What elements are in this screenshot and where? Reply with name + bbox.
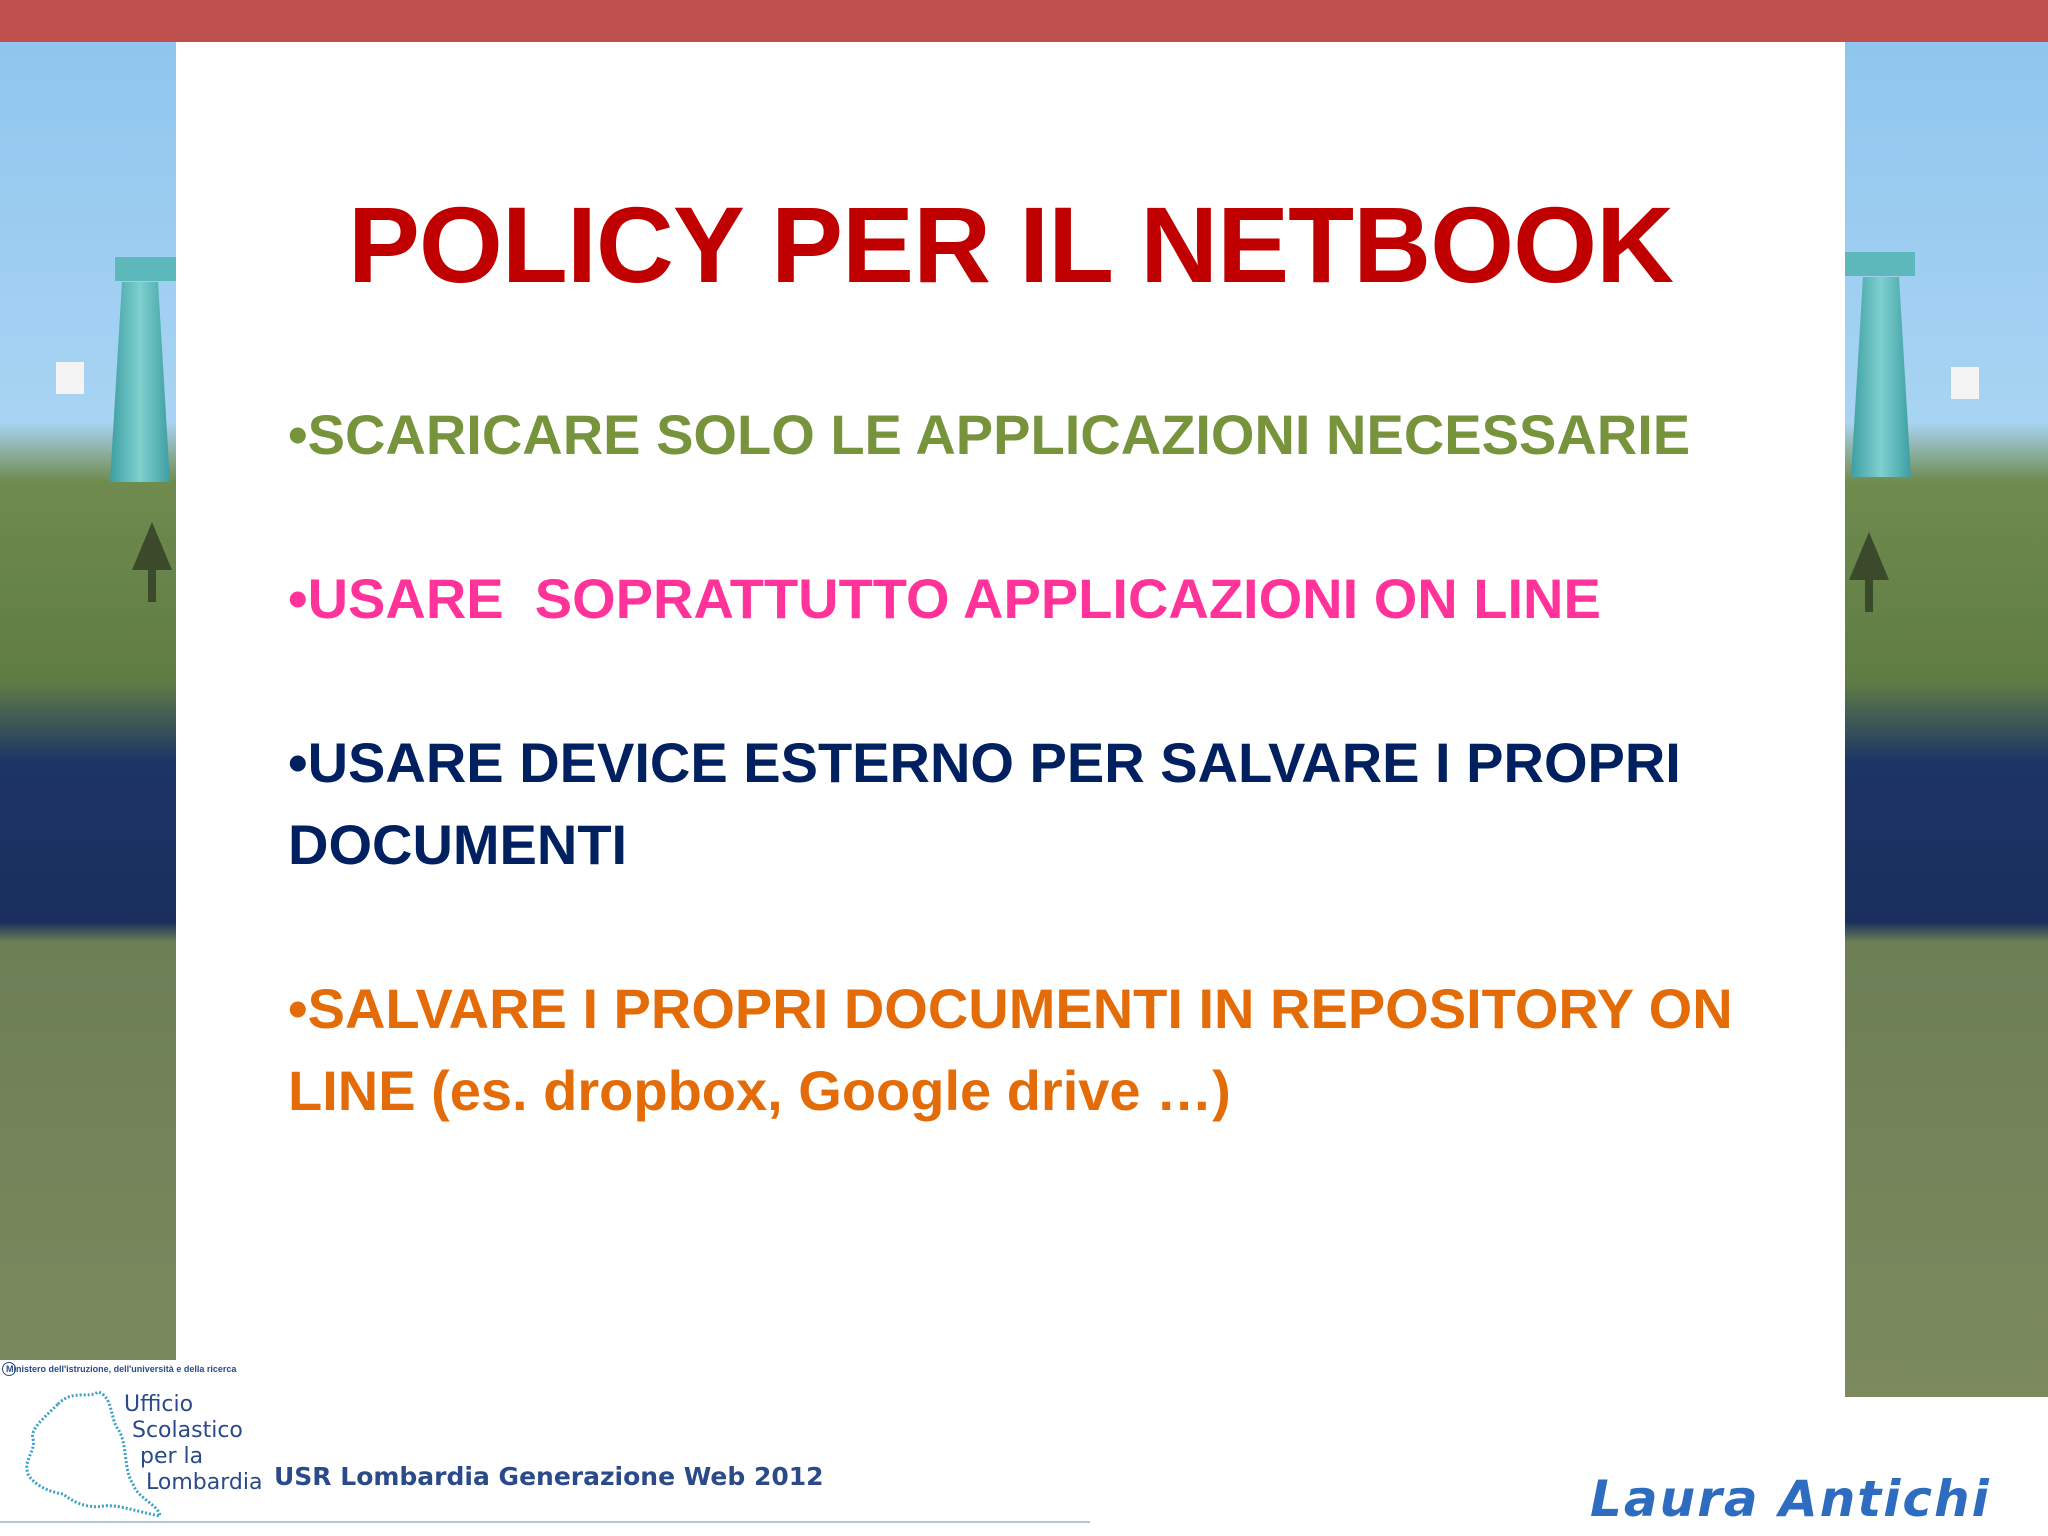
logo-line: Lombardia — [146, 1470, 263, 1495]
bullet-marker: • — [288, 567, 308, 630]
bullet-text: SCARICARE SOLO LE APPLICAZIONI NECESSARIE — [307, 403, 1691, 466]
logo-line: per la — [140, 1444, 204, 1469]
bullet-list — [288, 394, 1808, 1214]
sign-image — [1951, 367, 1979, 399]
top-accent-bar — [0, 0, 2048, 42]
landscape-left-panel — [0, 42, 176, 1360]
slide-title: POLICY PER IL NETBOOK — [347, 184, 1674, 305]
slide-content — [176, 42, 1845, 1360]
bullet-item — [288, 722, 1808, 886]
tower-image — [1851, 277, 1911, 477]
footer-divider — [0, 1521, 1090, 1523]
ministry-header: Ministero dell'istruzione, dell'università e della ricerca — [6, 1364, 237, 1374]
footer-caption: USR Lombardia Generazione Web 2012 — [274, 1462, 824, 1491]
office-logo-text — [124, 1392, 262, 1496]
bullet-marker: • — [288, 977, 308, 1040]
tree-image — [1849, 532, 1889, 612]
bullet-item — [288, 558, 1808, 640]
tree-image — [132, 522, 172, 602]
logo-line: Ufficio — [124, 1392, 194, 1417]
landscape-right-panel — [1845, 42, 2048, 1397]
bullet-text: USARE DEVICE ESTERNO PER SALVARE I PROPRI DOCUMENTI — [288, 731, 1681, 876]
bullet-text: SALVARE I PROPRI DOCUMENTI IN REPOSITORY ON LINE (es. dropbox, Google drive …) — [288, 977, 1733, 1122]
tower-image — [110, 282, 170, 482]
logo-line: Scolastico — [132, 1418, 243, 1443]
tower-top-image — [115, 257, 176, 281]
bullet-item — [288, 394, 1808, 476]
bullet-item — [288, 968, 1808, 1132]
bullet-marker: • — [288, 731, 308, 794]
bullet-marker: • — [288, 403, 308, 466]
sign-image — [56, 362, 84, 394]
bullet-text: USARE SOPRATTUTTO APPLICAZIONI ON LINE — [307, 567, 1601, 630]
author-name: Laura Antichi — [1590, 1470, 1991, 1528]
tower-top-image — [1845, 252, 1915, 276]
